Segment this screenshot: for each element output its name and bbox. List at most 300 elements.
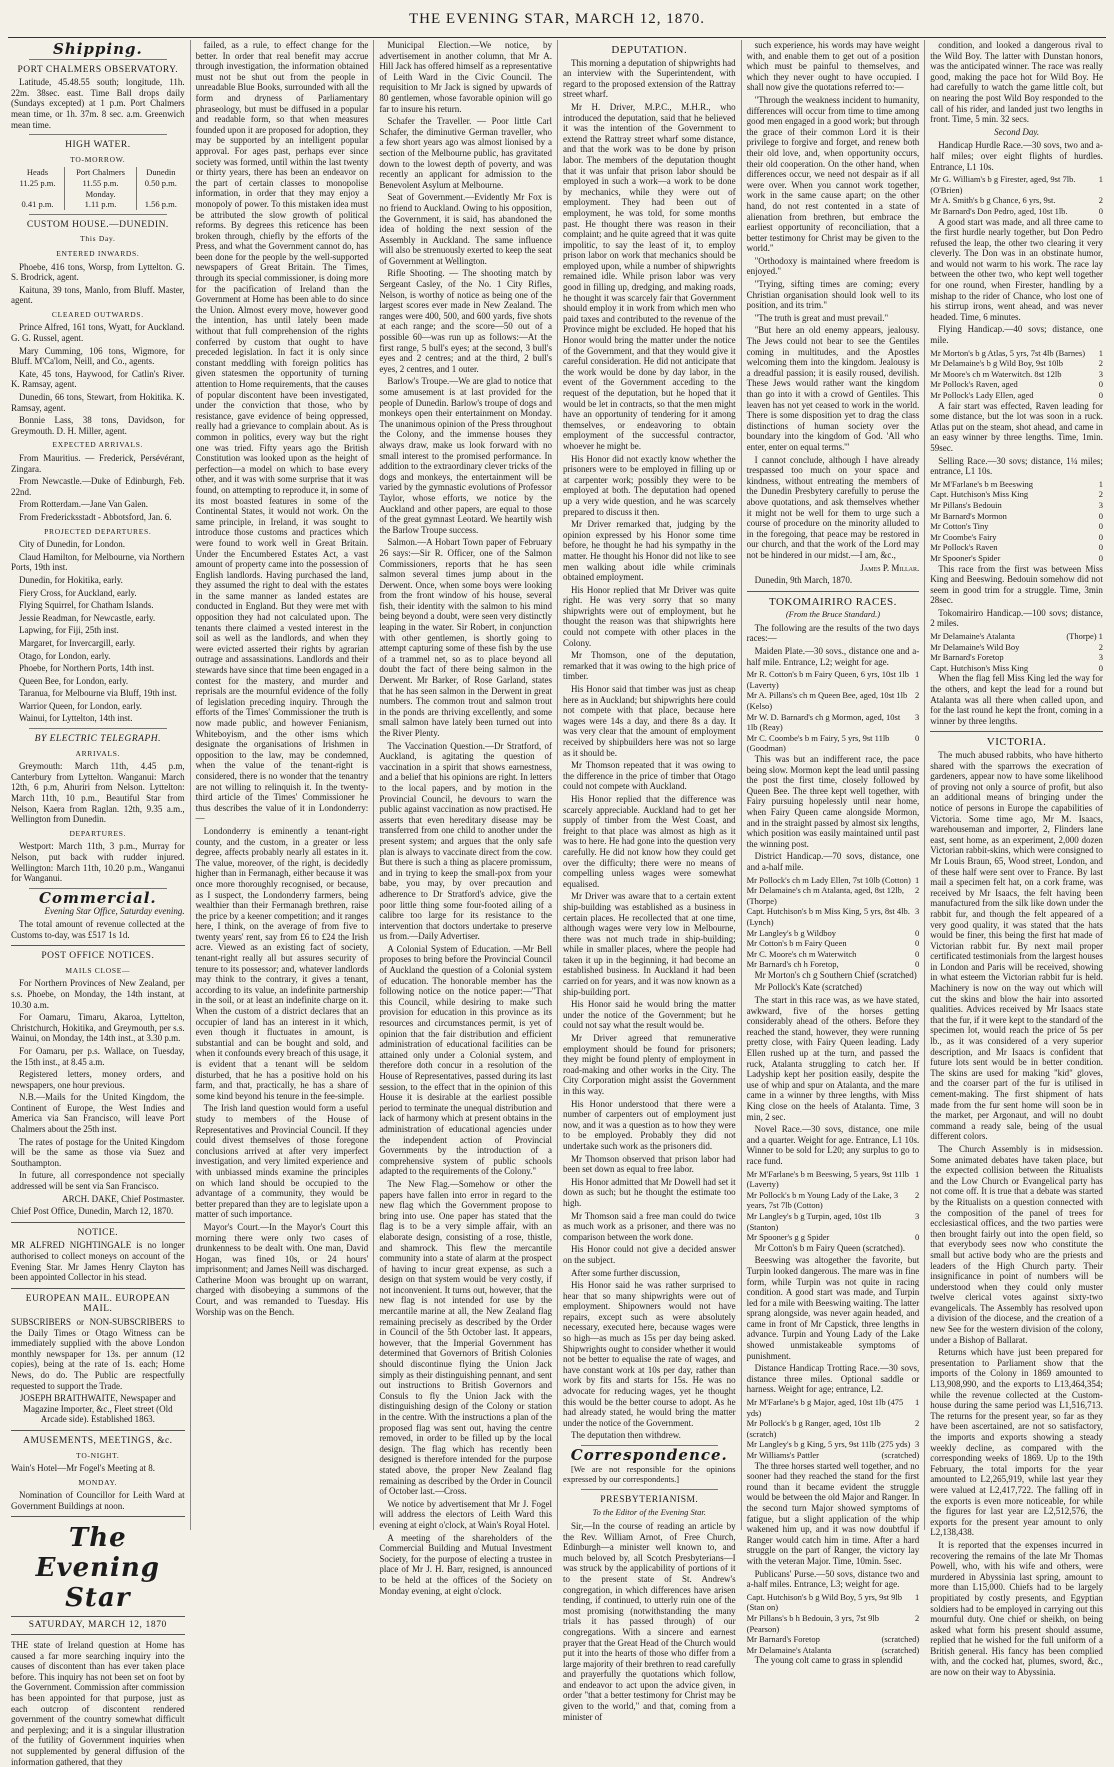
paragraph: Mr Driver remarked that, judging by the opinion expressed by his Honor some time before, he thought he had his sympathy in the matter. He thought his Honor did not like to see men walking about idle while criminals obtained employment.: [562, 519, 736, 583]
result-place: 0: [915, 948, 920, 959]
result-entrant: Mr M'Farlane's b g Major, aged, 10st 1lb (475 yds): [746, 1397, 904, 1418]
result-entrant: Mr M'Farlane's b m Beeswing: [930, 478, 1033, 489]
races-intro: The following are the results of the two days races:—: [746, 622, 920, 644]
result-row: [930, 663, 1103, 674]
result-row: [930, 521, 1103, 532]
result-entrant: Mr Barnard's Foretop: [746, 1634, 820, 1645]
tide-cell: Heads: [26, 167, 49, 178]
paragraph: Dunedin, 66 tons, Stewart, from Hokitika. K. Ramsay, agent.: [11, 392, 185, 413]
result-place: 0: [915, 1232, 920, 1243]
paragraph: From Mauritius. — Frederick, Persévérant, Zingara.: [11, 453, 185, 474]
paragraph: Prince Alfred, 161 tons, Wyatt, for Auckland. G. G. Russel, agent.: [11, 322, 185, 344]
result-place: 0: [1098, 552, 1103, 563]
paragraph: "Trying, sifting times are coming; every Christian organisation should look well to its position, and its trim.": [746, 279, 920, 311]
result-entrant: Mr Delamaine's b g Wild Boy, 9st 10lb: [930, 358, 1063, 369]
paragraph: Returns which have just been prepared for presentation to Parliament show that the imports of the Colony in 1869 amounted to L13,908,990, and the exports to L13,464,354; while the revenue collected at the Custom-house during the same period was L1,516,713. The returns for the present year, so far as they have been ascertained, are not so satisfactory, the imports and exports showing a steady weekly decline, as compared with the corresponding weeks of 1869. Up to the 19th February, the total imports for the year amounted to L2,265,919, while last year they were valued at L2,417,722. The falling off in the exports is even more noticeable, for while the figures for last year are L2,512,576, the exports for the present year amount to only L2,138,438.: [930, 1347, 1103, 1538]
divider: [11, 945, 185, 946]
result-place: 3: [915, 711, 920, 722]
paragraph: Flying Handicap.—40 sovs; distance, one mile.: [930, 324, 1103, 346]
result-entrant: Mr Spooner's g g Spider: [746, 1232, 830, 1243]
tide-cell: Monday.: [65, 189, 137, 200]
result-place: 3: [1098, 368, 1103, 379]
result-entrant: Mr Cotton's Tiny: [930, 521, 989, 532]
paragraph: Kate, 45 tons, Haywood, for Catlin's River. K. Ramsay, agent.: [11, 368, 185, 390]
masthead: [0, 0, 1114, 38]
paragraph: His Honor did not exactly know whether the prisoners were to be employed in filling up or at carpenter work; possibly they were to be employed at both. The deputation had opened up a very wide question, and he was scarcely prepared to discuss it then.: [562, 453, 736, 517]
paragraph: Dunedin, for Hokitika, early.: [19, 574, 123, 585]
paragraph: Seat of Government.—Evidently Mr Fox is no friend to Auckland. Owing to his opposition, the Government, it is said, has abandoned the idea of holding the next session of the Assembly in Auckland. The same influence will also be strenuously exerted to keep the seat of Government at Wellington.: [379, 192, 552, 266]
paragraph: District Handicap.—70 sovs, distance, one and a-half mile.: [746, 851, 920, 872]
result-entrant: Mr Spooner's Spider: [930, 552, 1001, 563]
tide-cell: [137, 189, 185, 200]
result-row: [930, 174, 1103, 195]
victoria-text: [930, 750, 1103, 1678]
divider: [11, 1222, 185, 1223]
result-row: [747, 1169, 920, 1190]
result-row: [747, 938, 920, 949]
result-place: 2: [1098, 489, 1103, 500]
departures2-text: Westport: March 11th, 3 p.m., Murray for Nelson, put back with rudder injured. Wellington: March 11th, 10.20 p.m., Wanganui for Wanganui.: [11, 841, 185, 884]
result-place: 3: [1098, 499, 1103, 510]
result-place: 1: [1098, 174, 1103, 185]
result-entrant: Mr Pollock's b g Ranger, aged, 10st 1lb (scratch): [746, 1418, 881, 1439]
result-row: [747, 1613, 920, 1634]
paragraph: When the flag fell Miss King led the way for the others, and kept the lead for a round but Atalanta was all there when called upon, and for the last round he kept the front, coming in a winner by three lengths.: [930, 673, 1103, 726]
paragraph: Queen Bee, for London, early.: [19, 675, 129, 686]
result-row: [747, 1450, 920, 1461]
paragraph: Warrior Queen, for London, early.: [19, 700, 142, 711]
result-row: [930, 348, 1103, 359]
result-place: 2: [915, 885, 920, 896]
result-place: (scratched): [881, 1634, 920, 1645]
result-row: [747, 712, 920, 733]
customs-day: This Day.: [80, 234, 116, 244]
letter-date: Dunedin, 9th March, 1870.: [754, 575, 853, 586]
departures2-head: DEPARTURES.: [69, 828, 127, 838]
telegraph-title: BY ELECTRIC TELEGRAPH.: [34, 734, 161, 745]
paragraph: Mr H. Driver, M.P.C., M.H.R., who introduced the deputation, said that he believed it was the intention of the Government to extend the Rattray street wharf some distance, and that the work was to be done by prison labor. The members of the deputation thought that it was unfair that prison labor should be employed in such a work—a work to be done by mechanics, while they were out of employment. They had been out of employment, he was told, for some months past. He thought there was reason in their complaint; and he quite agreed that it was quite impolitic, to say the least of it, to employ prison labor on work that mechanics should be employed upon, while a number of shipwrights remained idle. While prison labor was very good in filling up, dredging, and making roads, he thought it was scarcely fair that Government should employ it in work from which men who paid taxes and contributed to the revenue of the Province might be excluded. He hoped that his Honor would bring the matter under the notice of the Government, and that they would give it careful consideration. He did not anticipate that the work would be done by day labor, in the event of the Government acceding to the request of the deputation, but he hoped that it would be let in contracts, so that the men might have an opportunity of tendering for it among themselves, or endeavoring to obtain employment of the successful contractor, whoever he might be.: [562, 101, 736, 451]
result-row: [747, 959, 920, 970]
paragraph: For Northern Provinces of New Zealand, per s.s. Phoebe, on Monday, the 14th instant, at 10.30 a.m.: [11, 978, 185, 1010]
result-entrant: Mr Langley's b g King, 5 yrs, 9st 11lb (275 yds): [746, 1439, 911, 1450]
paragraph: Mr Pollock's Kate (scratched): [754, 982, 862, 993]
paragraph: The rates of postage for the United Kingdom will be the same as those via Suez and Southampton.: [11, 1136, 185, 1168]
result-entrant: Mr Langley's b g Turpin, aged, 10st 1lb (Stanton): [746, 1210, 882, 1232]
correspondence-title: Correspondence.: [570, 1446, 728, 1464]
result-entrant: Mr Pillans's b h Bedouin, 3 yrs, 7st 9lb (Pearson): [746, 1612, 879, 1634]
result-place: 1: [1098, 347, 1103, 358]
result-entrant: Mr Pollock's Lady Ellen, aged: [930, 390, 1034, 400]
notice-text: MR ALFRED NIGHTINGALE is no longer authorised to collect moneys on account of the Evening Star. Mr James Henry Clayton has been appointed Collector in his stead.: [11, 1240, 185, 1283]
paragraph: Flying Squirrel, for Chatham Islands.: [19, 600, 154, 611]
result-entrant: Mr C. Coombe's b m Fairy, 5 yrs, 9st 11lb (Goodman): [746, 732, 890, 754]
result-place: 1: [1098, 478, 1103, 489]
paragraph: Mr Thomson said a free man could do twice as much work as a prisoner, and there was no comparison between the work done.: [562, 1210, 736, 1242]
paragraph: Handicap Hurdle Race.—30 sovs, two and a-half miles; over eight flights of hurdles. Entrance, L1 10s.: [930, 140, 1103, 172]
result-place: 0: [1098, 379, 1103, 390]
divider: [29, 214, 167, 215]
paragraph: Fiery Cross, for Auckland, early.: [19, 587, 137, 598]
divider: [747, 591, 920, 592]
paragraph: Selling Race.—30 sovs; distance, 1¼ miles; entrance, L1 10s.: [930, 455, 1103, 477]
letter-text: [747, 40, 920, 561]
result-entrant: Mr Delamaine's ch m Atalanta, aged, 8st 12lb, (Thorpe): [746, 885, 904, 906]
paragraph: I cannot conclude, although I have already trespassed too much on your space and kindness, without entreating the members of the Dunedin Presbytery carefully to peruse the above quotations, and ask themselves whether it might not be well for them to urge such a course of procedure on the minority alluded to in the foregoing, that peace may be restored in our church, and that the work of the Lord may not be hindered in our midst.—I am, &c.,: [746, 454, 920, 560]
paragraph: It is reported that the expenses incurred in recovering the remains of the late Mr Thomas Powell, who, with his wife and others, were murdered in Abyssinia last spring, amount to more than L15,000. Chiefs had to be largely propitiated by costly presents, and Egyptian soldiers had to be employed in carrying out this mournful duty. One chief or sheikh, on being asked what form his present should assume, replied that he wished for the full uniform of a British general. His fancy has been complied with, and the cocked hat, plumes, sword, &c., are now on their way to Abyssinia.: [930, 1539, 1103, 1678]
victoria-title: VICTORIA.: [986, 736, 1047, 749]
paragraph: Distance Handicap Trotting Race.—30 sovs, distance three miles. Optional saddle or harness. Weight for age; entrance, L2.: [746, 1363, 920, 1395]
paragraph: The Irish land question would form a useful study to members of the House of Representatives and Provincial Council. If they could divest themselves of those foregone conclusions arrived at after very imperfect investigation, and very limited experience and with unbiassed minds examine the principles on which land should be occupied to the advantage of a community, they would be better prepared than they are to legislate upon a matter of such importance.: [195, 1103, 369, 1220]
divider: [11, 1430, 185, 1431]
result-entrant: Mr W. D. Barnard's ch g Mormon, aged, 10st 1lb (Reay): [746, 711, 901, 733]
result-place: 3: [915, 1439, 920, 1450]
paragraph: This morning a deputation of shipwrights had an interview with the Superintendent, with regard to the proposed extension of the Rattray street wharf.: [562, 57, 736, 100]
result-entrant: Mr Pollock's Raven, aged: [930, 379, 1018, 390]
result-entrant: Mr Pollock's ch m Lady Ellen, 7st 10lb (Cotton): [746, 874, 911, 885]
paragraph: This was but an indifferent race, the pace being slow. Mormon kept the lead until passing the post the first time, closely followed by Queen Bee. The three kept well together, with Fairy pursuing hopelessly until near home, when Fairy Queen came alongside Mormon, and in the straight passed by almost six lengths, which position was easily maintained until past the winning post.: [746, 754, 920, 849]
result-place: 2: [915, 1612, 920, 1623]
result-place: 2: [915, 690, 920, 701]
deputation-text: [563, 58, 736, 1441]
divider: [11, 1516, 185, 1517]
result-place: 2: [1098, 358, 1103, 369]
paragraph: Tokomairiro Handicap.—100 sovs; distance, 2 miles.: [930, 607, 1103, 629]
paragraph: Mr Driver was aware that to a certain extent ship-building was established as a business in certain places. He recollected that at one time, although wages were very low in Melbourne, there was not much trade in ship-building; while in smaller places, where the people had taken it up in the beginning, it had become an established business. In Auckland it had been carried on for years, and it was now known as a ship-building port.: [562, 891, 736, 997]
post-office: Chief Post Office, Dunedin, March 12, 1870.: [11, 1206, 174, 1217]
result-row: [930, 379, 1103, 390]
paragraph: "Orthodoxy is maintained where freedom is enjoyed.": [746, 255, 920, 277]
mail-text: SUBSCRIBERS or NON-SUBSCRIBERS to the Daily Times or Otago Witness can be immediately supplied with the above London monthly newspaper for 13s. per annum (12 copies), being at the rate of 1s. each; Home News, do do. The Public are respectfully requested to support the Trade.: [11, 1316, 185, 1391]
shipping-title: Shipping.: [52, 40, 143, 58]
paragraph: Mr Driver agreed that remunerative employment should be found for prisoners; they might be found plenty of employment in road-making and other works in the City. The City Corporation might assist the Government in this way.: [562, 1033, 736, 1096]
result-entrant: Mr Delamaine's Wild Boy: [930, 641, 1020, 652]
result-row: [747, 1211, 920, 1232]
paragraph: Mayor's Court.—In the Mayor's Court this morning there were only two cases of drunkenness to be dealt with. One man, David Hogan, was fined 10s, or 24 hours' imprisonment; and James Neill was discharged. Catherine Moon was brought up on warrant, charged with disobeying a summons of the Court, and was remanded to Tuesday. His Worship was on the Bench.: [195, 1221, 369, 1317]
paragraph: The young colt came to grass in splendid: [754, 1655, 903, 1666]
tide-cell: 0.50 p.m.: [137, 178, 185, 189]
paragraph: Municipal Election.—We notice, by advertisement in another column, that Mr A. Hill Jack has offered himself as a representative of Leith Ward in the Civic Council. The requisition to Mr Jack is signed by upwards of 80 gentlemen, whose favorable opinion will go far to insure his return.: [379, 40, 552, 114]
paragraph: From Fredericksstadt - Abbotsford, Jan. 6.: [19, 511, 172, 522]
result-place: 1: [915, 1168, 920, 1179]
paragraph: Novel Race.—30 sovs, distance, one mile and a quarter. Weight for age. Entrance, L1 10s. Winner to be sold for L20; any surplus to go to race fund.: [746, 1124, 920, 1166]
paragraph: Salmon.—A Hobart Town paper of February 26 says:—Sir R. Officer, one of the Salmon Commissioners, reports that he has seen salmon several times jump about in the Derwent. Once, when some boys were looking from the front window of his house, several fish, their identity with the salmon to his mind being beyond a doubt, were seen very distinctly leaping in the water. Sir Robert, in conjunction with other gentlemen, is shortly going to attempt capturing some of these fish by the use of a trammel net, so as to place beyond all doubt the fact of there being salmon in the Derwent. Mr Barker, of Rose Garland, states that he has seen salmon in the Derwent in great numbers. The common trout and salmon trout in the ponds are thriving excellently, and some small salmon have lately been turned out into the River Plenty.: [379, 537, 552, 738]
paragraph: Bonnie Lass, 38 tons, Davidson, for Greymouth. D. H. Miller, agent.: [11, 415, 185, 436]
result-entrant: Mr G. William's b g Firester, aged, 9st 7lb. (O'Brien): [930, 174, 1076, 195]
cleared-head: CLEARED OUTWARDS.: [51, 309, 144, 319]
paragraph: Mr Thomson repeated that it was owing to the difference in the price of timber that Otago could not compete with Auckland.: [562, 760, 736, 792]
paragraph: His Honor could not give a decided answer on the subject.: [562, 1244, 736, 1265]
paragraph: "The truth is great and must prevail.": [754, 312, 889, 323]
tide-cell: Dunedin: [137, 167, 185, 178]
paragraph: This race from the first was between Miss King and Beeswing. Bedouin somehow did not seem in good trim for a struggle. Time, 3min 28sec.: [930, 563, 1103, 606]
result-entrant: Mr Coombe's Fairy: [930, 531, 997, 542]
paragraph: condition, and looked a dangerous rival to the Wild Boy. The latter with Dunstan honors, was the anticipated winner. The race was really good, making the pace hot for Wild Boy. He had carefully to watch the game little colt, but on nearing the post Wild Boy responded to the call of his rider, and landed just two lengths in front. Time, 5 min. 32 secs.: [930, 40, 1103, 125]
paragraph: Mr Thomson observed that prison labor had been set down as equal to free labor.: [562, 1153, 736, 1175]
result-place: 0: [915, 927, 920, 938]
paragraph: Registered letters, money orders, and newspapers, one hour previous.: [11, 1069, 185, 1090]
result-row: [930, 206, 1103, 217]
result-entrant: Mr Moore's ch m Waterwitch. 8st 12lb: [930, 368, 1062, 379]
paper-date: SATURDAY, MARCH 12, 1870: [11, 1616, 185, 1635]
result-row: [930, 489, 1103, 500]
column-2-text: [196, 40, 369, 1317]
masthead-title: THE EVENING STAR, MARCH 12, 1870.: [409, 11, 705, 27]
result-row: [747, 906, 920, 927]
tide-cell: 11.55 p.m.: [65, 178, 137, 189]
result-row: [930, 542, 1103, 553]
paragraph: City of Dunedin, for London.: [19, 539, 125, 550]
column-2: [190, 40, 374, 1530]
paragraph: Schafer the Traveller. — Poor little Carl Schafer, the diminutive German traveller, who a few short years ago was almost lionised by a section of the Melbourne public, has gravitated down to the lowest depth of poverty, and was recently an applicant for admission to the Benevolent Asylum at Melbourne.: [379, 116, 552, 190]
amusements-title: AMUSEMENTS, MEETINGS, &c.: [23, 1435, 173, 1446]
divider: [29, 728, 167, 729]
high-water-title: HIGH WATER.: [65, 140, 131, 151]
paragraph: A meeting of the shareholders of the Commercial Building and Mutual Investment Society, for the purpose of electing a trustee in place of Mr J. H. Barr, resigned, is announced to be held at the offices of the Society on Monday evening, at eight o'clock.: [379, 1532, 552, 1596]
paragraph: Publicans' Purse.—50 sovs, distance two and a-half miles. Entrance, L3; weight for age.: [746, 1568, 920, 1590]
result-row: [930, 358, 1103, 369]
result-place: 0: [1098, 521, 1103, 532]
newspaper-columns: [6, 40, 1108, 1767]
result-entrant: Mr Pollock's b m Young Lady of the Lake, 3 years, 7st 7lb (Cotton): [746, 1189, 899, 1211]
presbyterianism-title: PRESBYTERIANISM.: [600, 1494, 699, 1505]
column-3: [373, 40, 557, 1596]
result-entrant: Mr M'Farlane's b m Beeswing, 5 years, 9st 11lb (Laverty): [746, 1168, 909, 1190]
result-place: 2: [1098, 195, 1103, 206]
result-place: 0: [915, 959, 920, 970]
paragraph: Taranua, for Melbourne via Bluff, 19th inst.: [19, 688, 177, 699]
column-1: [6, 40, 190, 1767]
tide-cell: 1.11 p.m.: [65, 199, 137, 210]
column-6: [924, 40, 1108, 1678]
result-place: 1: [915, 1397, 920, 1408]
presbyterianism-to: To the Editor of the Evening Star.: [592, 1507, 706, 1518]
result-row: [930, 642, 1103, 653]
result-row: [747, 1418, 920, 1439]
tide-cell: [11, 189, 65, 200]
amusements-text1: Wain's Hotel—Mr Fogel's Meeting at 8.: [11, 1463, 155, 1474]
result-entrant: Mr R. Cotton's b m Fairy Queen, 6 yrs, 10st 1lb (Laverty): [746, 669, 909, 690]
post-title: POST OFFICE NOTICES.: [41, 951, 155, 962]
result-row: [747, 885, 920, 906]
result-row: [747, 875, 920, 886]
result-place: 0: [915, 938, 920, 949]
result-place: 0: [1098, 205, 1103, 216]
paragraph: The much abused rabbits, who have hitherto shared with the sparrows the execration of gardeners, appear now to have some likelihood of proving not only a source of profit, but also an additional means of bringing under the notice of persons in Europe the capabilities of Victoria. Some time ago, Mr M. Isaacs, warehouseman and importer, 2, Flinders lane east, sent home, as an experiment, 2,000 dozen Victorian rabbit-skins, which were consigned to Mr Louis Braun, 65, Wood street, London, and of these half were sent over to France. By last mail a specimen felt hat, on a cork frame, was received by Mr Isaacs, the felt having been manufactured from the silk like down under the rabbit fur, and though the felt appeared of a very good quality, it was stated that the hats would be finer, this being the first hat made of Victorian rabbit fur. By next mail proper certificated testimonials from the largest houses in London and Paris will be received, showing in what esteem the Victorian rabbit fur is held. Machinery is now on the way out which will cut the skins and blow the hair into assorted qualities. Advices received by Mr Isaacs state that the fur, if it were kept to the standard of the specimen lot, would reach the price of 5s per lb., as it was considered of a very superior description, and Mr Isaacs is confident that future lots sent would be in better condition. The skins are used for making "kid" gloves, and the coarser part of the fur is utilised in cement-making. The first shipment of hats made from the fur sent home will soon be in the market, per Argonaut, and will no doubt command a ready sale, being of the usual different colors.: [930, 750, 1103, 1142]
result-entrant: Mr Delamaine's Atalanta: [746, 1644, 832, 1655]
tide-cell: 11.25 p.m.: [19, 177, 56, 188]
races-title: TOKOMAIRIRO RACES.: [768, 595, 897, 608]
result-row: [747, 1439, 920, 1450]
result-entrant: Mr Delamaine's Atalanta: [930, 631, 1015, 642]
divider: [930, 731, 1103, 732]
result-place: (Thorpe) 1: [1066, 631, 1103, 642]
mail-title: EUROPEAN MAIL. EUROPEAN MAIL.: [25, 1293, 170, 1315]
column-4: [557, 40, 741, 1722]
paragraph: The Church Assembly is in midsession. Some animated debates have taken place, but the expected collision between the Ritualists and the Low Church or Evangelical party has not come off. It is true that a debate was started by the Ritualists on a question connected with the composition of the panel of trees for ecclesiastical offices, and the two parties were then brought fairly out into the open field, so that everybody sees now who constitute the small but active body who are the priests and leaders of the High Church party. Their insignificance in point of numbers will be understood when they could only muster twelve clerical votes against sixty-two evangelicals. The Assembly has resolved upon a division of the diocese, and the creation of a new See for the western division of the colony, under a Bishop of Ballarat.: [930, 1143, 1103, 1345]
commercial-office: Evening Star Office, Saturday evening.: [44, 906, 185, 917]
tide-row: [11, 189, 185, 200]
paragraph: In future, all correspondence not specially addressed will be sent via San Francisco.: [11, 1170, 185, 1192]
result-row: [930, 195, 1103, 206]
paragraph: N.B.—Mails for the United Kingdom, the Continent of Europe, the West Indies and America via San Francisco, will leave Port Chalmers about the 25th inst.: [11, 1092, 185, 1135]
high-water-tomorrow: TO-MORROW.: [70, 154, 126, 164]
result-entrant: Mr A. Smith's b g Chance, 6 yrs, 9st.: [930, 195, 1056, 206]
paragraph: After some further discussion,: [570, 1267, 680, 1278]
customs-title: CUSTOM HOUSE.—DUNEDIN.: [26, 219, 169, 230]
result-entrant: Mr Pollock's Raven: [930, 542, 998, 553]
masthead-rule: [8, 37, 1106, 38]
paragraph: Maiden Plate.—30 sovs., distance one and a-half mile. Entrance, L2; weight for age.: [746, 646, 920, 667]
paragraph: The Vaccination Question.—Dr Stratford, of Auckland, is agitating the question of vaccination in a spirit that shows earnestness, and a belief that his opinions are right. In letters to the local papers, and by motion in the Provincial Council, he devours to warn the public against vaccination as now practised. He asserts that even hereditary disease may be transferred from one child to another under the present system; and argues that the only safe plan is always to vaccinate direct from the cow. But there is such a thing as placere promissum, and in trying to keep the small-pox from your babe, you may, by over precaution and adherence to Dr Stratford's advice, give the poor little thing some four-footed ailing of a calibre too large for its resistance to the intervention that doctors undertake to preserve us from.—Daily Advertiser.: [379, 740, 552, 942]
races-list: [747, 646, 920, 1666]
result-row: [747, 1645, 920, 1656]
result-entrant: Mr Barnard's Don Pedro, aged, 10st 1lb.: [930, 205, 1068, 216]
result-place: 1: [915, 874, 920, 885]
paragraph: A Colonial System of Education. —Mr Bell proposes to bring before the Provincial Council of Auckland the question of a Colonial system of education. The honorable member has the following notice on the notice paper:—"That this Council, while desiring to make such provision for education in this province as its resources and circumstances permit, is yet of opinion that the fair distribution and efficient administration of educational facilities can be attained only under a Colonial system, and therefore doth concur in a resolution of the House of Representatives, passed during its last session, to the effect that in the opinion of this House it is desirable at the earliest possible period to terminate the unequal distribution and lack of harmony which at present obtains in the administration of educational agencies under the independent action of Provincial Governments by the introduction of a comprehensive system of public schools adapted to the requirements of the Colony.": [379, 943, 552, 1177]
paragraph: Mr Morton's ch g Southern Chief (scratched): [754, 969, 917, 980]
divider: [11, 1288, 185, 1289]
result-place: 2: [915, 1189, 920, 1200]
paragraph: Kaituna, 39 tons, Manlo, from Bluff. Master, agent.: [11, 284, 185, 306]
result-row: [930, 652, 1103, 663]
tide-row: [11, 199, 185, 210]
result-place: 0: [1098, 662, 1103, 673]
paragraph: Jessie Readman, for Newcastle, early.: [19, 612, 156, 623]
result-place: 1: [915, 669, 920, 680]
paragraph: Otago, for London, early.: [19, 650, 111, 661]
paragraph: Beeswing was altogether the favorite, but Turpin looked dangerous. The mare was in fine form, while Turpin was not quite in racing condition. A good start was made, and Turpin led for a mile with Beeswing waiting. The latter sprang alongside, was never again headed, and came in front of Mr Capstick, three lengths in advance. Turpin and Young Lady of the Lake showed unmistakeable symptoms of punishment.: [746, 1255, 920, 1361]
result-entrant: Mr Barnard's Mormon: [930, 510, 1007, 521]
paragraph: His Honor replied that the difference was scarcely appreciable. Auckland had to get her supply of timber from the West Coast, and freight to that place was almost as high as it was to here. He had gone into the question very carefully. He did not know how they could get over the difficulty; there were no means of compelling unless wages were somewhat equalised.: [562, 793, 736, 889]
result-entrant: Mr Pillans's Bedouin: [930, 499, 1002, 510]
entered-head: ENTERED INWARDS.: [56, 248, 140, 258]
result-row: [747, 928, 920, 939]
result-row: [930, 390, 1103, 401]
result-place: 0: [1098, 542, 1103, 553]
result-entrant: Capt. Hutchison's Miss King: [930, 489, 1029, 500]
post-mails: MAILS CLOSE—: [65, 965, 131, 975]
result-row: [930, 369, 1103, 380]
paragraph: For Oamaru, Timaru, Akaroa, Lyttelton, Christchurch, Hokitika, and Greymouth, per s.s. Wainui, on Monday, the 14th inst., at 3.30 p.m.: [11, 1012, 185, 1044]
letter-signature: James P. Millar.: [860, 562, 920, 573]
result-place: 0: [915, 732, 920, 743]
mail-sign: JOSEPH BRAITHWAITE, Newspaper and Magazine Importer, &c., Fleet street (Old Arcade side). Established 1863.: [19, 1393, 176, 1425]
result-entrant: Mr A. Pillans's ch m Queen Bee, aged, 10st 1lb (Kelso): [746, 690, 908, 712]
result-place: 3: [915, 1210, 920, 1221]
observatory-text: Latitude, 45.48.55 south; longitude, 11h. 22m. 38sec. east. Time Ball drops daily (Sundays excepted) at 1 p.m. Port Chalmers mean time, or 1h. 37m. 8 sec. a.m. Greenwich mean time.: [11, 77, 185, 130]
paragraph: Rifle Shooting. — The shooting match by Sergeant Casley, of the No. 1 City Rifles, Nelson, is worthy of notice as being one of the largest scores ever made in New Zealand. The ranges were 400, 500, and 600 yards, five shots at each range; and the score—50 out of a possible 60—was run up as follows:—At the first range, 5 bull's eyes; at the second, 3 bull's eyes and 2 centres; and at the third, 2 bull's eyes, 2 centres, and 1 outer.: [379, 268, 552, 374]
tide-cell: Port Chalmers: [65, 167, 137, 178]
result-entrant: Mr C. Moore's ch m Waterwitch: [746, 948, 857, 959]
paragraph: The New Flag.—Somehow or other the papers have fallen into error in regard to the new flag which the Government propose to bring into use. One paper has stated that the flag is to be a very simple affair, with an elaborate design, consisting of a rose, thistle, and shamrock. This flew the mercantile community into a state of alarm at the prospect of having to incur great expense, as such a design on that system would be very costly, if not inconvenient. It turns out, however, that the new flag is not intended for use by the mercantile marine at all, the New Zealand flag remaining precisely as described by the Order in Council of the 5th October last. It appears, however, that the Imperial Government has determined that Governors of British Colonies should discontinue flying the Union Jack simply as their distinguishing pennant, and sent out instructions to British Governors and Consuls to fly the Union Jack with the distinguishing design of the Colony or station in the centre. With the instructions a plan of the proposed flag was sent out, having the centre removed, in order to be filled up by the local design. The flag which has recently been designed is therefore intended for the purpose stated above, the proper New Zealand flag remaining as described by the Order in Council of October last.—Cross.: [379, 1178, 552, 1497]
paragraph: The three horses started well together, and no sooner had they reached the stand for the first round than it became evident the struggle would be between the old Major and Ranger. In the second turn Major showed symptoms of fatigue, but a slight application of the whip wakened him up, and it was now doubtful if Ranger would catch him in time. After a hard struggle on the part of Ranger, the victory lay with the veteran Major. Time, 10min. 5sec.: [746, 1460, 920, 1566]
paragraph: His Honor understood that there were a number of carpenters out of employment just now, and it was a question as to how they were to be employed. Probably they did not undertake such work as the prisoners did.: [562, 1098, 736, 1151]
result-row: [747, 733, 920, 754]
leader-text: THE state of Ireland question at Home has caused a far more searching inquiry into the causes of discontent than has ever taken place before. This inquiry has not been set on foot by the Government. Commission after commission has been appointed for that purpose, just as each outcrop of discontent rendered government of the country somewhat difficult and perplexing; and it is a singular illustration of the futility of Government inquiries when not supplemented by general diffusion of the information gathered, that they: [11, 1640, 185, 1767]
paragraph: Lapwing, for Fiji, 25th inst.: [19, 625, 119, 636]
result-row: [747, 669, 920, 690]
observatory-title: PORT CHALMERS OBSERVATORY.: [17, 64, 179, 75]
paper-title: The Evening Star: [35, 1523, 160, 1614]
result-row: [930, 532, 1103, 543]
commercial-text: The total amount of revenue collected at the Customs to-day, was £517 1s 1d.: [11, 918, 185, 940]
races-source: (From the Bruce Standard.): [785, 609, 881, 620]
result-place: 0: [1098, 390, 1103, 400]
result-entrant: Mr Williams's Pattler: [746, 1450, 819, 1460]
result-place: 2: [1098, 641, 1103, 652]
paragraph: "Through the weakness incident to humanity, differences will occur from time to time among good men engaged in a good work; but through the grace of their common Lord it is their privilege to forgive and forget, and renew both their old love, and, when opportunity occurs, their old cooperation. On the other hand, when differences occur, we need not despair as if all were over. When you cannot work together, work in the same cause apart; on the other hand, do not rest contented in a state of alienation from brethren, but embrace the earliest opportunity of reconciliation, that a better testimony for Christ may be given to the world.": [746, 94, 920, 254]
arrivals-text: Greymouth: March 11th, 4.45 p.m, Canterbury from Lyttelton. Wanganui: March 12th, 6 p.m, Ahuriri from Nelson. Lyttelton: March 11th, 10 p.m., Beautiful Star from Nelson, Kaera from Raglan. 12th, 9.35 a.m., Wellington from Dunedin.: [11, 761, 185, 825]
amusements-tonight: TO-NIGHT.: [76, 1450, 120, 1460]
result-place: 3: [915, 906, 920, 917]
result-place: (scratched): [881, 1644, 920, 1655]
deputation-title: DEPUTATION.: [611, 44, 688, 56]
paragraph: A fair start was effected, Raven leading for some distance, but the lot was soon in a ruck. Atlas put on the steam, shot ahead, and came in an easy winner by three lengths. Time, 1min. 59sec.: [930, 400, 1103, 453]
paragraph: Phoebe, 416 tons, Worsp, from Lyttelton. G. S. Brodrick, agent.: [11, 261, 185, 283]
presbyterianism-text: Sir,—In the course of reading an article by the Rev. William Arnot, of Free Church, Edinburgh—a minister well known to, and much beloved by, all Scotch Presbyterians—I was struck by the applicability of portions of it to the present state of St. Andrew's congregation, in which differences have arisen tending, if continued, to utterly ruin one of the most promising (notwithstanding the many trials it has passed through) of our congregations. With a sincere and earnest prayer that the Great Head of the Church would put it into the hearts of those who differ from a large majority of their brethren to read carefully and prayerfully the quotations which follow, and endeavor to act upon the advice given, in order "that a better testimony for Christ may be given to the world," and that, coming from a minister of: [562, 1520, 736, 1722]
second-day: Second Day.: [994, 126, 1040, 137]
result-entrant: Capt. Hutchison's Miss King: [930, 662, 1029, 673]
result-row: [747, 1592, 920, 1613]
commercial-title: Commercial.: [39, 888, 157, 907]
result-place: 2: [915, 1418, 920, 1429]
result-row: [747, 1232, 920, 1243]
paragraph: Londonderry is eminently a tenant-right county, and the custom, in a greater or less degree, affects probably nearly all estates in it. The value, moreover, of the right, is decidedly higher than in Fermanagh, either because it was once more thoroughly recognised, or because, as I suspect, the Londonderry farmers, being wealthier than their Fermanagh brethren, raise the price by a keener competition; and it ranges here, I think, on the average of from five to twenty years' rent, say from £6 to £24 the Irish acre. Viewed as an existing fact of society, tenant-right really all but assures security of tenure to its possessor; and, whatever landlords may think to the contrary, it gives a tenant, according to its value, an indefinite partnership in the soil, or at least an indefinite charge on it. When the custom of a district declares that an occupier of land has an interest in it which, even though it fluctuates in amount, is substantial and can be bought and sold, and when it confounds every breach of this usage, it is evident that a tenant will be seldom disturbed, that he has a positive hold on his farm, and that, practically, he has a share of some kind beyond his tenure in the fee-simple.: [195, 825, 369, 1101]
paragraph: Mr Thomson, one of the deputation, remarked that it was owing to the high price of timber.: [562, 650, 736, 682]
result-entrant: Mr Barnard's Foretop: [930, 652, 1004, 663]
arrivals-head: ARRIVALS.: [75, 748, 121, 758]
result-place: 1: [915, 1591, 920, 1602]
paragraph: Mary Cumming, 106 tons, Wigmore, for Bluff. M'Ca'lom, Neill, and Co., agents.: [11, 345, 185, 367]
paragraph: Wainui, for Lyttelton, 14th inst.: [19, 713, 133, 724]
entered-list: [11, 262, 185, 306]
post-sign: ARCH. DAKE, Chief Postmaster.: [62, 1193, 185, 1204]
tide-table: [11, 167, 185, 209]
expected-list: [11, 453, 185, 523]
result-entrant: Capt. Hutchison's b m Miss King, 5 yrs, 8st 4lb. (Lynch): [746, 906, 910, 927]
result-place: (scratched): [881, 1450, 920, 1460]
paragraph: The start in this race was, as we have stated, awkward, five of the horses getting considerably ahead of the others. Before they reached the stand, however, they were running pretty close, with Fairy Queen leading. Lady Ellen rushed up at the turn, and passed the ruck, Atalanta struggling to catch her. If Ladyship kept her position easily, despite the use of whip and spur on Atalanta, and the mare came in a winner by three lengths, with Miss King close on the heels of Atalanta. Time, 3 min, 2 sec.: [746, 995, 920, 1122]
race-continued: [930, 40, 1103, 125]
expected-head: EXPECTED ARRIVALS.: [52, 440, 144, 450]
tide-cell: 1.56 p.m.: [137, 199, 185, 210]
divider: [29, 59, 167, 60]
result-entrant: Mr Langley's b g Wildboy: [746, 927, 836, 938]
paragraph: such experience, his words may have weight with, and enable them to get out of a position which must be painful to themselves, and which they never ought to have occupied. I shall now give the quotations referred to:—: [746, 40, 920, 93]
paragraph: The deputation then withdrew.: [570, 1430, 681, 1441]
paragraph: Claud Hamilton, for Melbourne, via Northern Ports, 19th inst.: [11, 551, 185, 573]
result-row: [747, 690, 920, 711]
column-3-text: [379, 40, 552, 1596]
divider: [29, 134, 167, 135]
result-row: [747, 1634, 920, 1645]
result-row: [930, 511, 1103, 522]
departures-list: [11, 539, 185, 724]
paragraph: From Newcastle.—Duke of Edinburgh, Feb. 22nd.: [11, 476, 185, 497]
result-place: 0: [1098, 531, 1103, 542]
paragraph: Margaret, for Invercargill, early.: [19, 637, 136, 648]
result-place: 0: [1098, 510, 1103, 521]
paragraph: failed, as a rule, to effect change for the better. In order that real benefit may accrue through investigation, the information obtained must not be shut out from the people in unreadable Blue Books, surrounded with all the form and dryness of Parliamentary phraseology, but must be diffused in a popular and readable form, so that when measures founded upon it are proposed for adoption, they may be supported by an intelligent popular approval. For ages past, perhaps ever since society was formed, until within the last twenty or thirty years, there has been an endeavor on the part of certain classes to monopolise information, in order that they may enjoy a monopoly of power. To this mistaken idea must be attributed the slow growth of political reforms. By degrees this reticence has been broken through, chiefly by the efforts of the Press, and what the Government cannot do, has been done for the people by the well-supported newspapers of Great Britain. The Times, through its special commissioner, is doing more for the pacification of Ireland than the Government at Home has been able to do since the Union. Almost every move, however good the intention, has until lately been made without that full comprehension of the rights conferred by custom that ought to have preceded legislation. In fact it is only since constant meddling with foreign politics has given statesmen the opportunity of turning attention to Home requirements, that the causes of popular discontent have been investigated, under the conviction that those, who by resistance, gave evidence of being oppressed, really had a grievance to complain about. As is common in politics, every way but the right one was tried. Fifty years ago the British Constitution was looked upon as the height of perfection—a model on which to base every other, and it was with some surprise that it was found, on attempting to reproduce it, in some of its most boasted features in some of the Continental States, it would not work. On the same principle, in Ireland, it was sought to introduce those customs and practices which were found to work well in Great Britain. Under the Encumbered Estates Act, a vast amount of property came into the possession of English landlords. Having purchased the land, they assumed the right to deal with the estates in the same manner as landed estates are conducted in England. But they were met with opposition they had not calculated upon. The tenants there claimed a vested interest in the soil as well as the landlords, and when they were evicted asserted their rights by agrarian outrage and assassinations. Landlords and their stewards have since that time been engaged in a contest for the mastery, and murder and reprisals are the mournful evidence of the folly of legislation preceding inquiry. Through the efforts of the Times' Commissioner the truth is now made public, and however Fenianism, Whiteboyism, and the other isms which designate the organisations of Irishmen in opposition to the law, may be condemned, when the value of the tenant-right is considered, there is no wonder that the tenantry are not willing to relinquish it. In the twenty-third article of the Times' Commissioner he thus describes the value of it in Londonderry:—: [195, 40, 369, 824]
result-row: [930, 479, 1103, 490]
divider: [581, 1489, 718, 1490]
result-row: [930, 500, 1103, 511]
paragraph: His Honor admitted that Mr Dowell had set it down as such; but he thought the estimate too high.: [562, 1176, 736, 1208]
paragraph: Mr Cotton's b m Fairy Queen (scratched).: [754, 1242, 905, 1253]
result-row: [747, 1397, 920, 1418]
paragraph: We notice by advertisement that Mr J. Fogel will address the electors of Leith Ward this evening at eight o'clock, at Wain's Royal Hotel.: [379, 1498, 552, 1530]
paragraph: His Honor said he was rather surprised to hear that so many shipwrights were out of employment. Shipowners would not have repairs, except such as were absolutely necessary, executed here, because wages were so high—as much as 15s per day being asked. Shipwrights ought to consider whether it would not be better to equalise the rate of wages, and have constant work at 10s per day, rather than work by fits and starts for 15s. He was no advocate for reducing wages, yet he thought this would be the better course to adopt. As he had already stated, he would bring the matter under the notice of the Government.: [562, 1280, 736, 1428]
